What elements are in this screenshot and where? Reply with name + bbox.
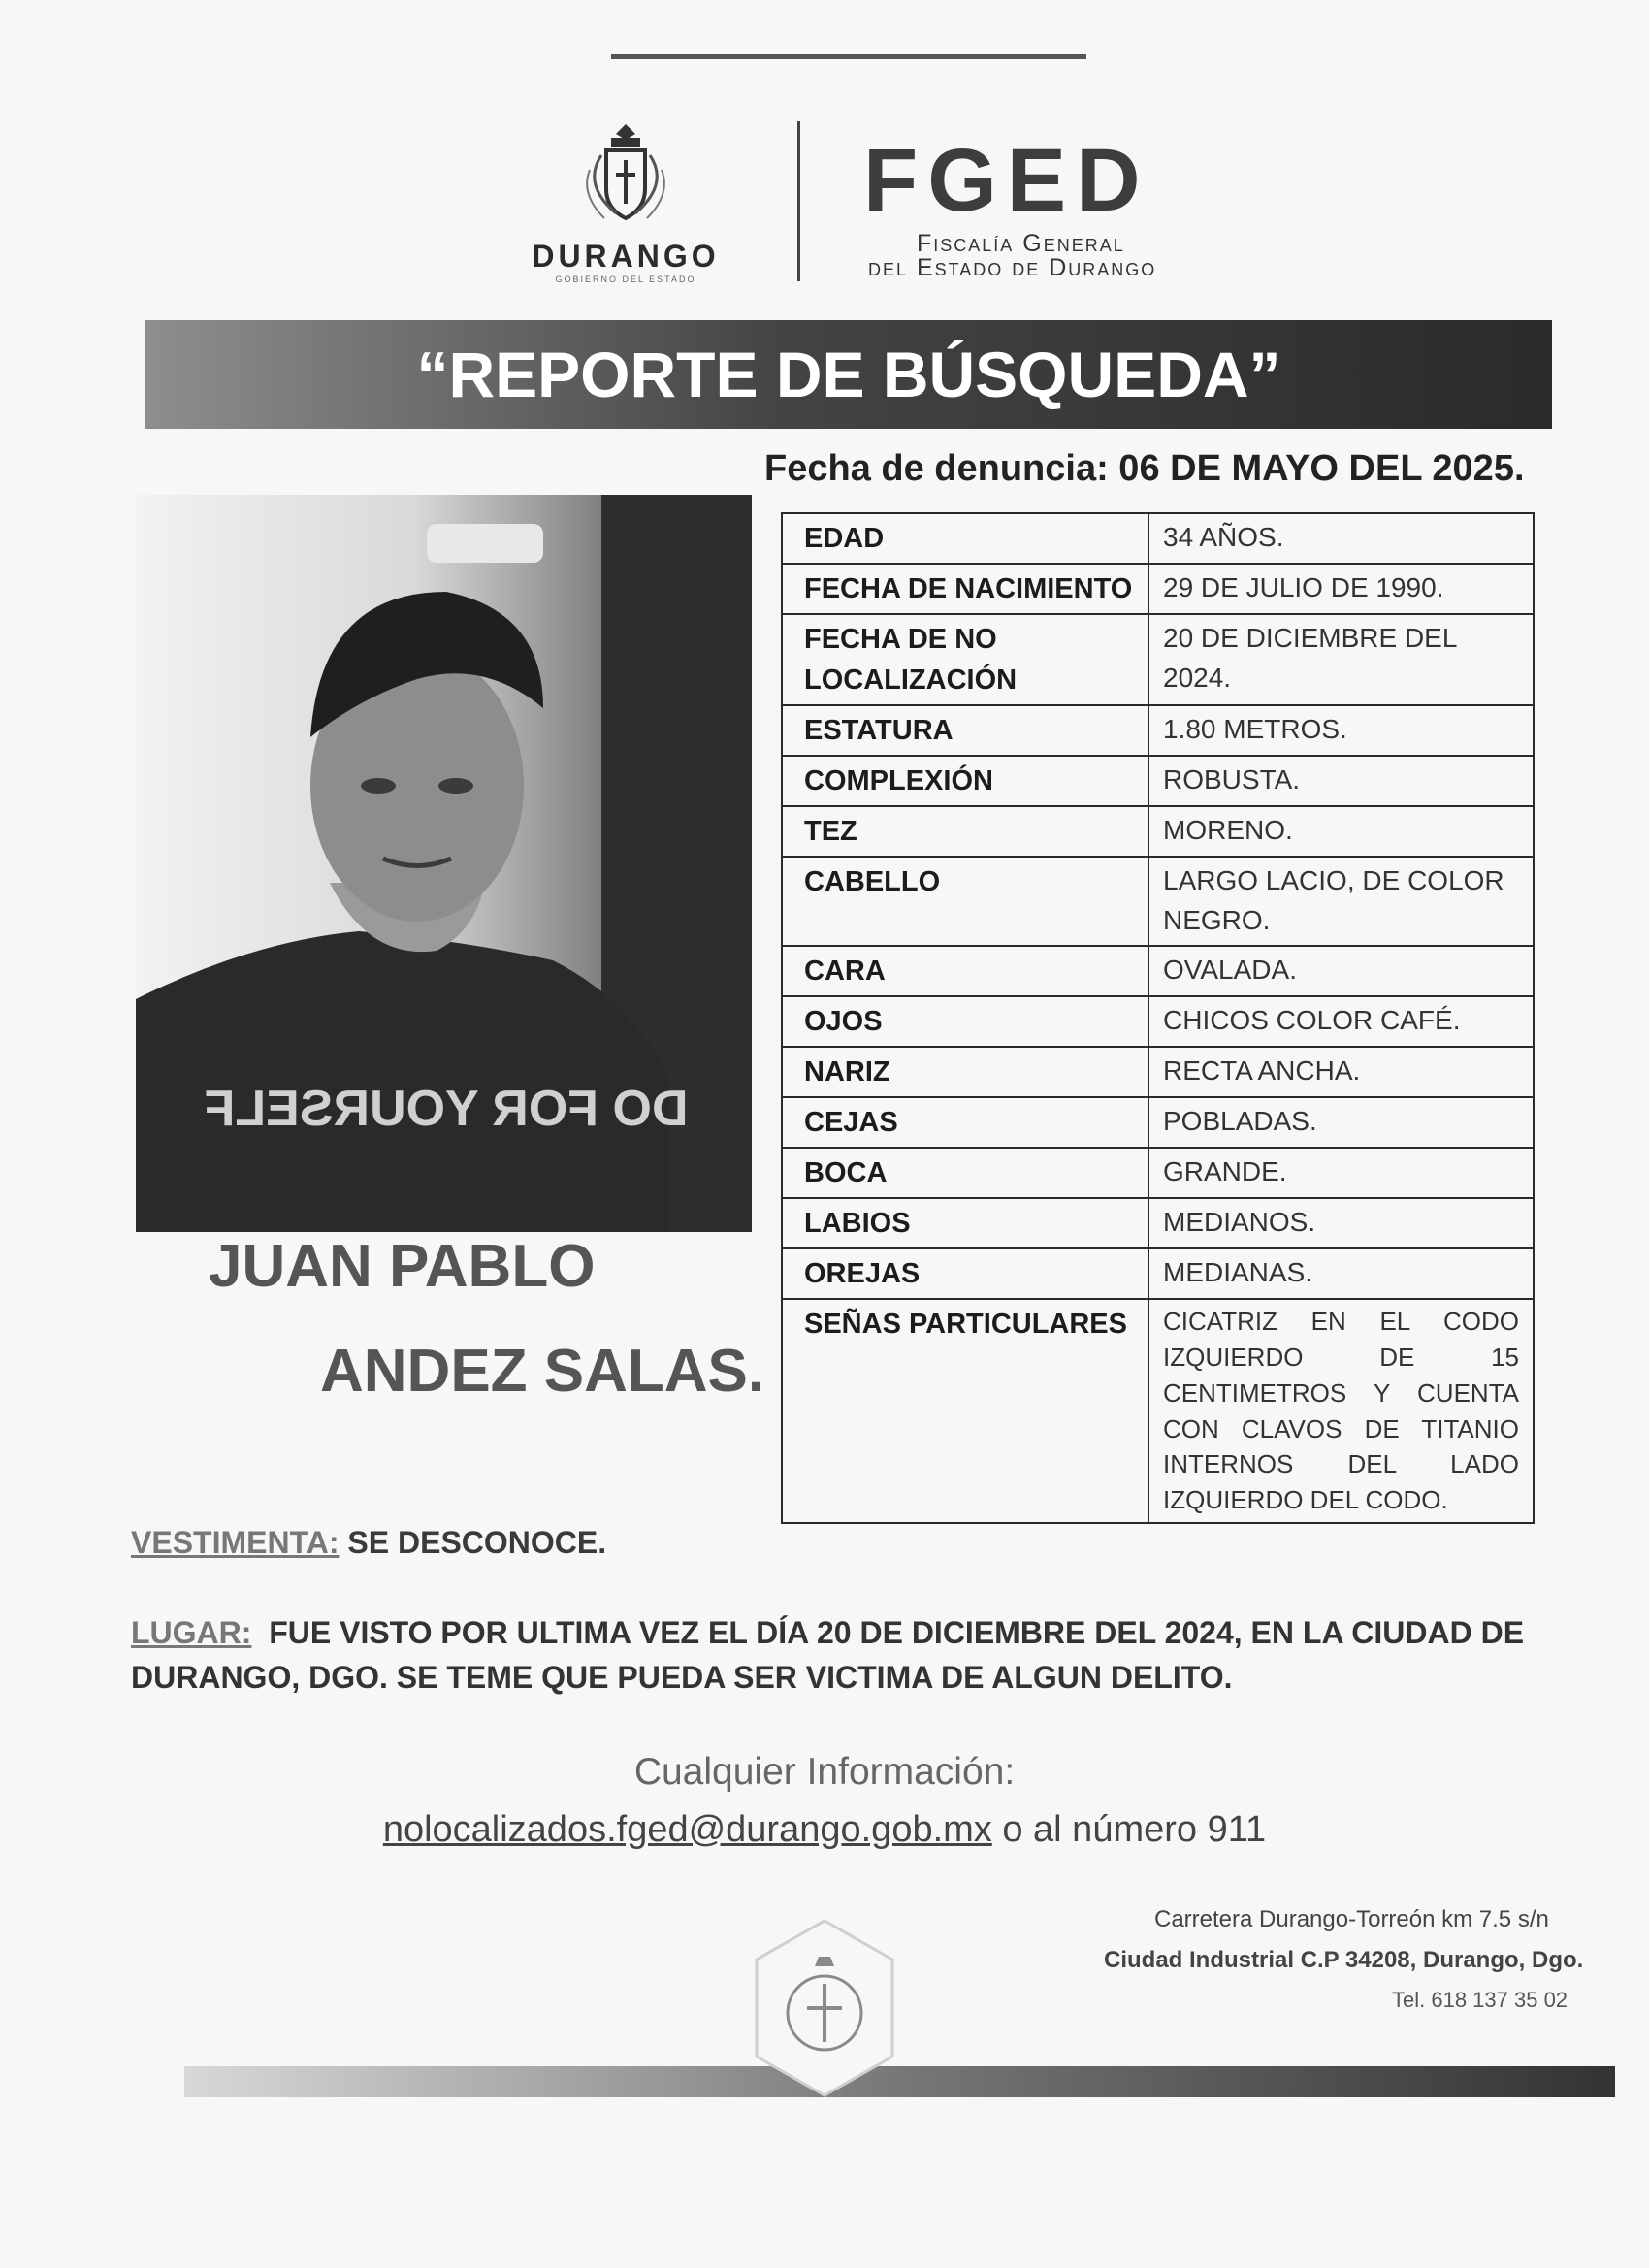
detail-label: OREJAS (782, 1248, 1148, 1299)
clothing-value: SE DESCONOCE. (347, 1525, 607, 1560)
address-line2: Ciudad Industrial C.P 34208, Durango, Dgo. (1104, 1947, 1584, 1973)
contact-heading: Cualquier Información: (633, 1751, 1016, 1793)
report-title: “REPORTE DE BÚSQUEDA” (416, 339, 1281, 410)
table-row (782, 996, 1534, 1047)
detail-label: OJOS (782, 996, 1148, 1047)
table-row (782, 1248, 1534, 1299)
detail-label: FECHA DE NO LOCALIZACIÓN (782, 614, 1148, 705)
person-details-table (781, 512, 1535, 1524)
clothing-label: VESTIMENTA: (131, 1525, 340, 1560)
address-line1: Carretera Durango-Torreón km 7.5 s/n (1154, 1906, 1549, 1932)
footer-crest-icon (747, 1916, 902, 2100)
detail-label: NARIZ (782, 1047, 1148, 1097)
durango-logo-text: DURANGO (532, 239, 720, 274)
detail-label: SEÑAS PARTICULARES (782, 1299, 1148, 1523)
detail-value: POBLADAS. (1148, 1097, 1534, 1148)
fged-name-line1: Fiscalía General (917, 230, 1125, 257)
person-name-line1: JUAN PABLO (209, 1233, 596, 1300)
contact-phone-text: o al número 911 (1002, 1809, 1267, 1850)
table-row (782, 1198, 1534, 1248)
table-row (782, 857, 1534, 945)
table-row (782, 806, 1534, 857)
detail-label: ESTATURA (782, 705, 1148, 756)
table-row (782, 513, 1534, 564)
detail-label: EDAD (782, 513, 1148, 564)
table-row (782, 614, 1534, 705)
detail-value: CICATRIZ EN EL CODO IZQUIERDO DE 15 CENTIMETROS Y CUENTA CON CLAVOS DE TITANIO INTERNOS DEL LADO IZQUIERDO DEL CODO. (1163, 1306, 1519, 1515)
durango-logo-subtitle: GOBIERNO DEL ESTADO (555, 275, 696, 284)
table-row (782, 705, 1534, 756)
detail-label: TEZ (782, 806, 1148, 857)
report-date: Fecha de denuncia: 06 DE MAYO DEL 2025. (764, 448, 1525, 489)
table-row (782, 1299, 1534, 1523)
contact-email-link[interactable]: nolocalizados.fged@durango.gob.mx (382, 1809, 992, 1850)
detail-value: ROBUSTA. (1148, 756, 1534, 806)
table-row (782, 1148, 1534, 1198)
detail-label: CARA (782, 946, 1148, 996)
detail-label: COMPLEXIÓN (782, 756, 1148, 806)
contact-line (0, 1809, 1649, 1851)
detail-value: MEDIANAS. (1148, 1248, 1534, 1299)
shirt-print-text: DO FOR YOURSELF (204, 1081, 689, 1137)
detail-label: CABELLO (782, 857, 1148, 945)
table-row (782, 1097, 1534, 1148)
detail-value: 20 DE DICIEMBRE DEL 2024. (1148, 614, 1534, 705)
detail-value: 34 AÑOS. (1148, 513, 1534, 564)
fged-name-line2: del Estado de Durango (868, 254, 1157, 281)
phone-number: Tel. 618 137 35 02 (1392, 1988, 1568, 2012)
detail-value: GRANDE. (1148, 1148, 1534, 1198)
top-scan-line (611, 54, 1086, 59)
detail-value: 1.80 METROS. (1148, 705, 1534, 756)
table-row (782, 1047, 1534, 1097)
detail-value: CHICOS COLOR CAFÉ. (1148, 996, 1534, 1047)
person-name-line2: ANDEZ SALAS. (320, 1338, 765, 1405)
detail-label: LABIOS (782, 1198, 1148, 1248)
table-row (782, 756, 1534, 806)
durango-crest-icon (572, 116, 679, 233)
detail-value: MORENO. (1148, 806, 1534, 857)
fged-acronym: FGED (863, 131, 1150, 230)
detail-value: 29 DE JULIO DE 1990. (1148, 564, 1534, 614)
last-seen-section (131, 1610, 1537, 1701)
last-seen-label: LUGAR: (131, 1615, 252, 1650)
table-row (782, 564, 1534, 614)
detail-label: FECHA DE NACIMIENTO (782, 564, 1148, 614)
durango-logo (485, 116, 766, 291)
detail-value: RECTA ANCHA. (1148, 1047, 1534, 1097)
detail-label: CEJAS (782, 1097, 1148, 1148)
detail-value: LARGO LACIO, DE COLOR NEGRO. (1148, 857, 1534, 945)
detail-label: BOCA (782, 1148, 1148, 1198)
clothing-section (131, 1525, 606, 1561)
table-row (782, 946, 1534, 996)
header-divider (797, 121, 800, 281)
missing-person-photo (136, 495, 752, 1232)
detail-value: MEDIANOS. (1148, 1198, 1534, 1248)
detail-value: OVALADA. (1148, 946, 1534, 996)
last-seen-value: FUE VISTO POR ULTIMA VEZ EL DÍA 20 DE DICIEMBRE DEL 2024, EN LA CIUDAD DE DURANGO, DGO. SE TEME QUE PUEDA SER VICTIMA DE ALGUN DELITO. (131, 1615, 1525, 1696)
